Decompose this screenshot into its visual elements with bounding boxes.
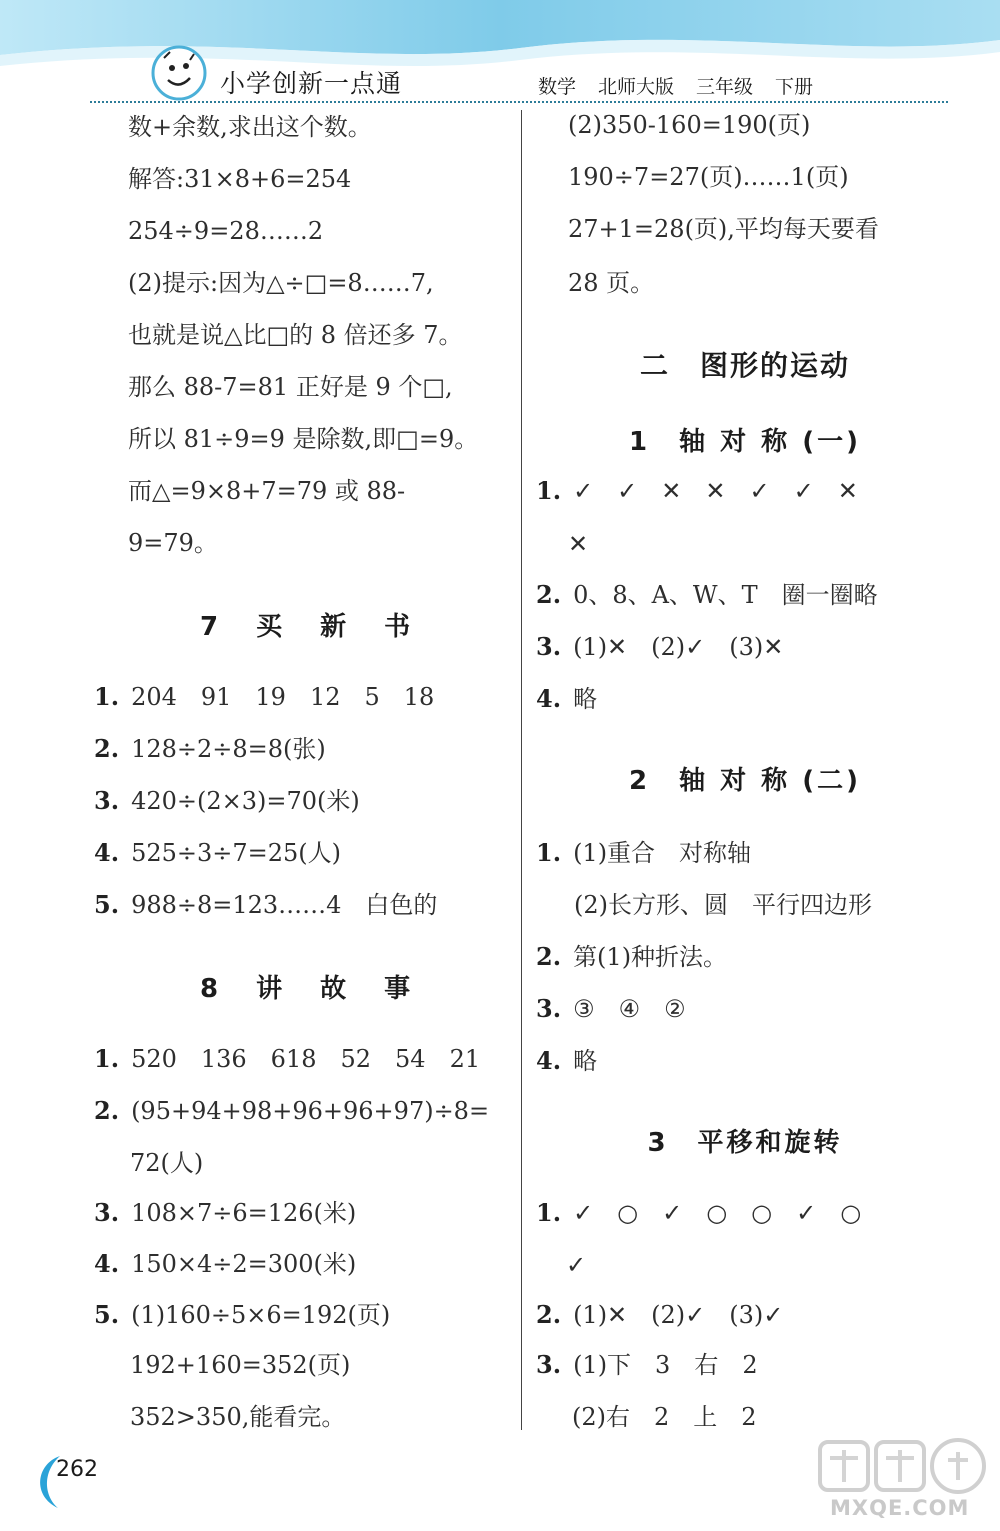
item-text: 略 [573,685,598,713]
answer-item [536,838,751,868]
answer-item [94,1044,480,1074]
answer-item-continued: ✕ [568,530,589,558]
answer-item [94,838,341,868]
item-text: 略 [573,1047,598,1075]
item-number: 1. [536,838,562,867]
item-text: 988÷8=123……4 白色的 [131,891,438,919]
edition-label: 北师大版 [598,76,675,98]
answer-item-continued: (2)长方形、圆 平行四边形 [574,891,872,919]
answer-item-continued: (2)右 2 上 2 [572,1403,757,1431]
left-line: 而△=9×8+7=79 或 88- [128,477,406,505]
header-divider [90,101,948,103]
item-text: (95+94+98+96+96+97)÷8= [131,1097,490,1125]
item-number: 4. [536,1046,562,1075]
item-text: (1)重合 对称轴 [573,839,752,867]
subject-label: 数学 [538,76,577,98]
item-number: 5. [94,890,120,919]
answer-item-continued: ✓ [566,1251,587,1279]
item-number: 3. [536,1350,562,1379]
answer-item [94,786,360,816]
right-line: (2)350-160=190(页) [568,111,811,139]
page-number: 262 [56,1457,98,1482]
left-line: 数+余数,求出这个数。 [128,113,372,141]
item-number: 2. [94,1096,120,1125]
answer-item [536,994,686,1024]
answer-item [536,1198,861,1228]
item-text: 108×7÷6=126(米) [131,1199,357,1227]
item-number: 3. [94,1198,120,1227]
item-text: (1)下 3 右 2 [573,1351,758,1379]
left-line: 解答:31×8+6=254 [128,165,352,193]
answer-item [536,580,878,610]
item-number: 2. [536,942,562,971]
answer-item [536,476,858,506]
answer-item [94,734,326,764]
item-number: 3. [536,632,562,661]
left-line: 也就是说△比□的 8 倍还多 7。 [128,321,463,349]
column-divider [521,110,522,1430]
item-number: 1. [94,1044,120,1073]
item-text: ③ ④ ② [573,995,686,1023]
answer-item [536,632,783,662]
item-text: ✓ ✓ ✕ ✕ ✓ ✓ ✕ [573,477,858,505]
item-number: 1. [536,1198,562,1227]
right-line: 27+1=28(页),平均每天要看 [568,215,879,243]
item-text: 525÷3÷7=25(人) [131,839,342,867]
item-number: 4. [536,684,562,713]
item-text: 520 136 618 52 54 21 [131,1045,481,1073]
item-text: ✓ ○ ✓ ○ ○ ✓ ○ [573,1199,862,1227]
section-title-1: 1 轴 对 称 (一) [628,427,861,457]
book-info [538,72,813,99]
item-text: 128÷2÷8=8(张) [131,735,326,763]
item-number: 1. [94,682,120,711]
item-text: (1)✕ (2)✓ (3)✓ [573,1301,784,1329]
section-title-3: 3 平移和旋转 [647,1128,843,1158]
answer-item [94,1300,390,1330]
left-line: (2)提示:因为△÷□=8……7, [128,269,434,297]
item-number: 3. [536,994,562,1023]
item-text: 204 91 19 12 5 18 [131,683,435,711]
item-number: 3. [94,786,120,815]
answer-item-continued: 72(人) [130,1149,204,1177]
left-line: 那么 88-7=81 正好是 9 个□, [128,373,453,401]
volume-label: 下册 [775,76,814,98]
answer-item-continued: 192+160=352(页) [130,1351,351,1379]
answer-item [536,942,727,972]
answer-item [536,1046,597,1076]
item-number: 2. [536,580,562,609]
right-line: 190÷7=27(页)……1(页) [568,163,849,191]
item-number: 2. [94,734,120,763]
item-text: 第(1)种折法。 [573,943,728,971]
answer-item [94,890,437,920]
grade-label: 三年级 [696,76,754,98]
left-line: 254÷9=28……2 [128,217,324,245]
book-logo-icon [150,44,208,102]
item-text: (1)160÷5×6=192(页) [131,1301,391,1329]
section-title-8: 8 讲 故 事 [200,974,417,1004]
item-number: 5. [94,1300,120,1329]
item-number: 4. [94,838,120,867]
answer-item [536,684,597,714]
left-line: 所以 81÷9=9 是除数,即□=9。 [128,425,479,453]
item-number: 2. [536,1300,562,1329]
left-line: 9=79。 [128,529,218,557]
item-number: 4. [94,1249,120,1278]
section-title-2: 2 轴 对 称 (二) [628,766,861,796]
item-text: (1)✕ (2)✓ (3)✕ [573,633,784,661]
item-text: 0、8、A、W、T 圈一圈略 [573,581,878,609]
item-text: 420÷(2×3)=70(米) [131,787,360,815]
answer-item-continued: 352>350,能看完。 [130,1403,346,1431]
section-title-7: 7 买 新 书 [200,612,417,642]
book-title: 小学创新一点通 [220,69,403,98]
watermark-text: MXQE.COM [830,1496,970,1520]
unit-title: 二 图形的运动 [639,349,850,382]
item-number: 1. [536,476,562,505]
answer-item [94,682,434,712]
answer-item [536,1300,783,1330]
answer-item [94,1096,489,1126]
answer-item [94,1249,356,1279]
answer-item [536,1350,758,1380]
item-text: 150×4÷2=300(米) [131,1250,357,1278]
right-line: 28 页。 [568,269,655,297]
answer-item [94,1198,356,1228]
